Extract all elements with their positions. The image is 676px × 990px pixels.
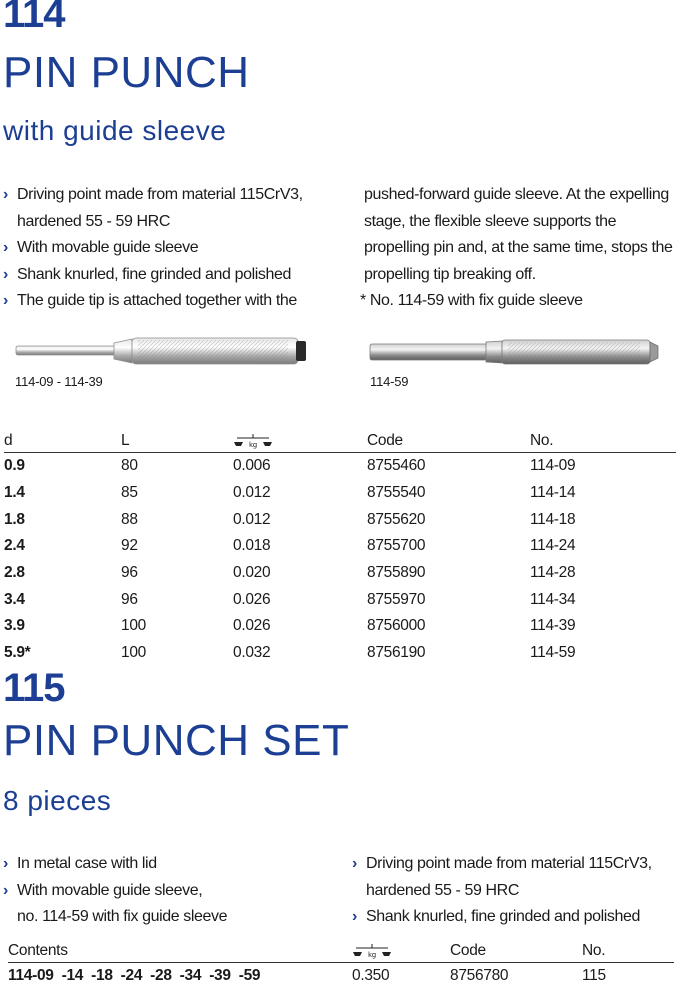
column-header-weight [352,934,450,963]
table-row [8,963,674,990]
cell-d: 2.4 [4,537,25,555]
column-header-code: Code [450,934,582,963]
table-row [4,640,676,667]
feature-item-continuation: pushed-forward guide sleeve. At the expelling [364,186,669,203]
cell-code: 8756190 [367,644,426,662]
feature-list-115-right [352,851,676,931]
feature-item: › Shank knurled, fine grinded and polished [3,262,343,289]
table-row [4,480,676,507]
chevron-right-icon: › [352,908,357,926]
feature-item: › In metal case with lid [3,851,343,878]
cell-no: 114-28 [530,564,576,582]
cell-weight: 0.032 [233,644,271,662]
pin-punch-image-short-sleeve [14,334,314,368]
chevron-right-icon: › [3,855,8,872]
feature-item-continuation: hardened 55 - 59 HRC [17,212,170,230]
cell-length: 92 [121,537,138,555]
column-header-no: No. [530,424,676,453]
cell-length: 96 [121,590,138,608]
cell-d: 3.9 [4,617,25,635]
cell-code: 8756000 [367,617,426,635]
cell-code: 8756780 [450,967,509,985]
chevron-right-icon: › [3,292,8,310]
cell-code: 8755620 [367,510,426,528]
cell-weight: 0.018 [233,537,271,555]
product-subtitle-115: 8 pieces [3,785,112,816]
cell-length: 80 [121,457,138,475]
cell-d: 5.9* [4,644,31,662]
scale-weight-icon [233,433,273,449]
feature-list-114-left [3,182,343,315]
cell-length: 88 [121,510,138,528]
product-title-114: PIN PUNCH [3,48,250,97]
chevron-right-icon: › [3,239,8,257]
column-header-code: Code [367,424,530,453]
column-header-d: d [4,424,121,453]
cell-no: 114-39 [530,617,576,635]
spec-table-114 [4,424,676,667]
cell-weight: 0.026 [233,590,271,608]
column-header-length: L [121,424,233,453]
image-caption-right: 114-59 [370,374,409,389]
cell-weight: 0.012 [233,484,271,502]
cell-no: 114-24 [530,537,576,555]
feature-item-continuation: stage, the flexible sleeve supports the [364,212,617,230]
cell-length: 96 [121,564,138,582]
table-row [4,586,676,613]
feature-item-continuation: propelling pin and, at the same time, stops the [364,239,673,257]
cell-code: 8755970 [367,590,426,608]
cell-d: 1.4 [4,484,25,502]
feature-item: › Driving point made from material 115CrV3, [352,851,676,878]
feature-item: › Shank knurled, fine grinded and polished [352,904,676,931]
table-header-row [4,424,676,453]
chevron-right-icon: › [352,855,357,872]
column-header-weight [233,424,367,453]
table-row [4,506,676,533]
product-subtitle-114: with guide sleeve [3,115,227,146]
cell-d: 2.8 [4,564,25,582]
chevron-right-icon: › [3,265,8,283]
feature-list-115-left [3,851,343,931]
cell-no: 114-59 [530,644,576,662]
cell-length: 100 [121,617,146,635]
weight-unit-label: kg [368,950,376,959]
image-caption-left: 114-09 - 114-39 [15,374,103,389]
spec-table-115 [8,934,674,990]
footnote: * No. 114-59 with fix guide sleeve [360,292,583,310]
cell-no: 114-34 [530,590,576,608]
product-title-115: PIN PUNCH SET [3,716,350,765]
table-row [4,560,676,587]
product-number-115: 115 [3,666,65,710]
cell-no: 114-18 [530,510,576,528]
cell-code: 8755540 [367,484,426,502]
cell-weight: 0.026 [233,617,271,635]
feature-list-114-right [350,182,676,315]
cell-weight: 0.012 [233,510,271,528]
table-row [4,613,676,640]
cell-code: 8755700 [367,537,426,555]
cell-length: 85 [121,484,138,502]
table-header-row [8,934,674,963]
cell-weight: 0.020 [233,564,271,582]
table-row [4,533,676,560]
table-row [4,453,676,480]
cell-no: 114-09 [530,457,576,475]
cell-length: 100 [121,644,146,662]
cell-code: 8755890 [367,564,426,582]
cell-d: 1.8 [4,510,25,528]
feature-item-continuation: no. 114-59 with fix guide sleeve [17,908,228,926]
cell-code: 8755460 [367,457,426,475]
column-header-contents: Contents [8,934,352,963]
feature-item-continuation: hardened 55 - 59 HRC [366,881,519,899]
feature-item: › With movable guide sleeve [3,235,343,262]
feature-item: › With movable guide sleeve, [3,878,343,905]
chevron-right-icon: › [3,881,8,899]
chevron-right-icon: › [3,186,8,203]
pin-punch-image-fix-sleeve [368,338,660,368]
cell-d: 0.9 [4,457,25,475]
cell-weight: 0.350 [352,967,390,985]
feature-item: › The guide tip is attached together with the [3,288,343,315]
weight-unit-label: kg [249,440,257,449]
cell-no: 114-14 [530,484,576,502]
feature-item-continuation: propelling tip breaking off. [364,265,536,283]
cell-contents: 114-09 -14 -18 -24 -28 -34 -39 -59 [8,967,261,985]
cell-no: 115 [582,967,606,985]
scale-weight-icon [352,943,392,959]
column-header-no: No. [582,934,674,963]
product-number-114: 114 [3,0,65,36]
feature-item: › Driving point made from material 115CrV3, [3,182,343,209]
cell-weight: 0.006 [233,457,271,475]
cell-d: 3.4 [4,590,25,608]
